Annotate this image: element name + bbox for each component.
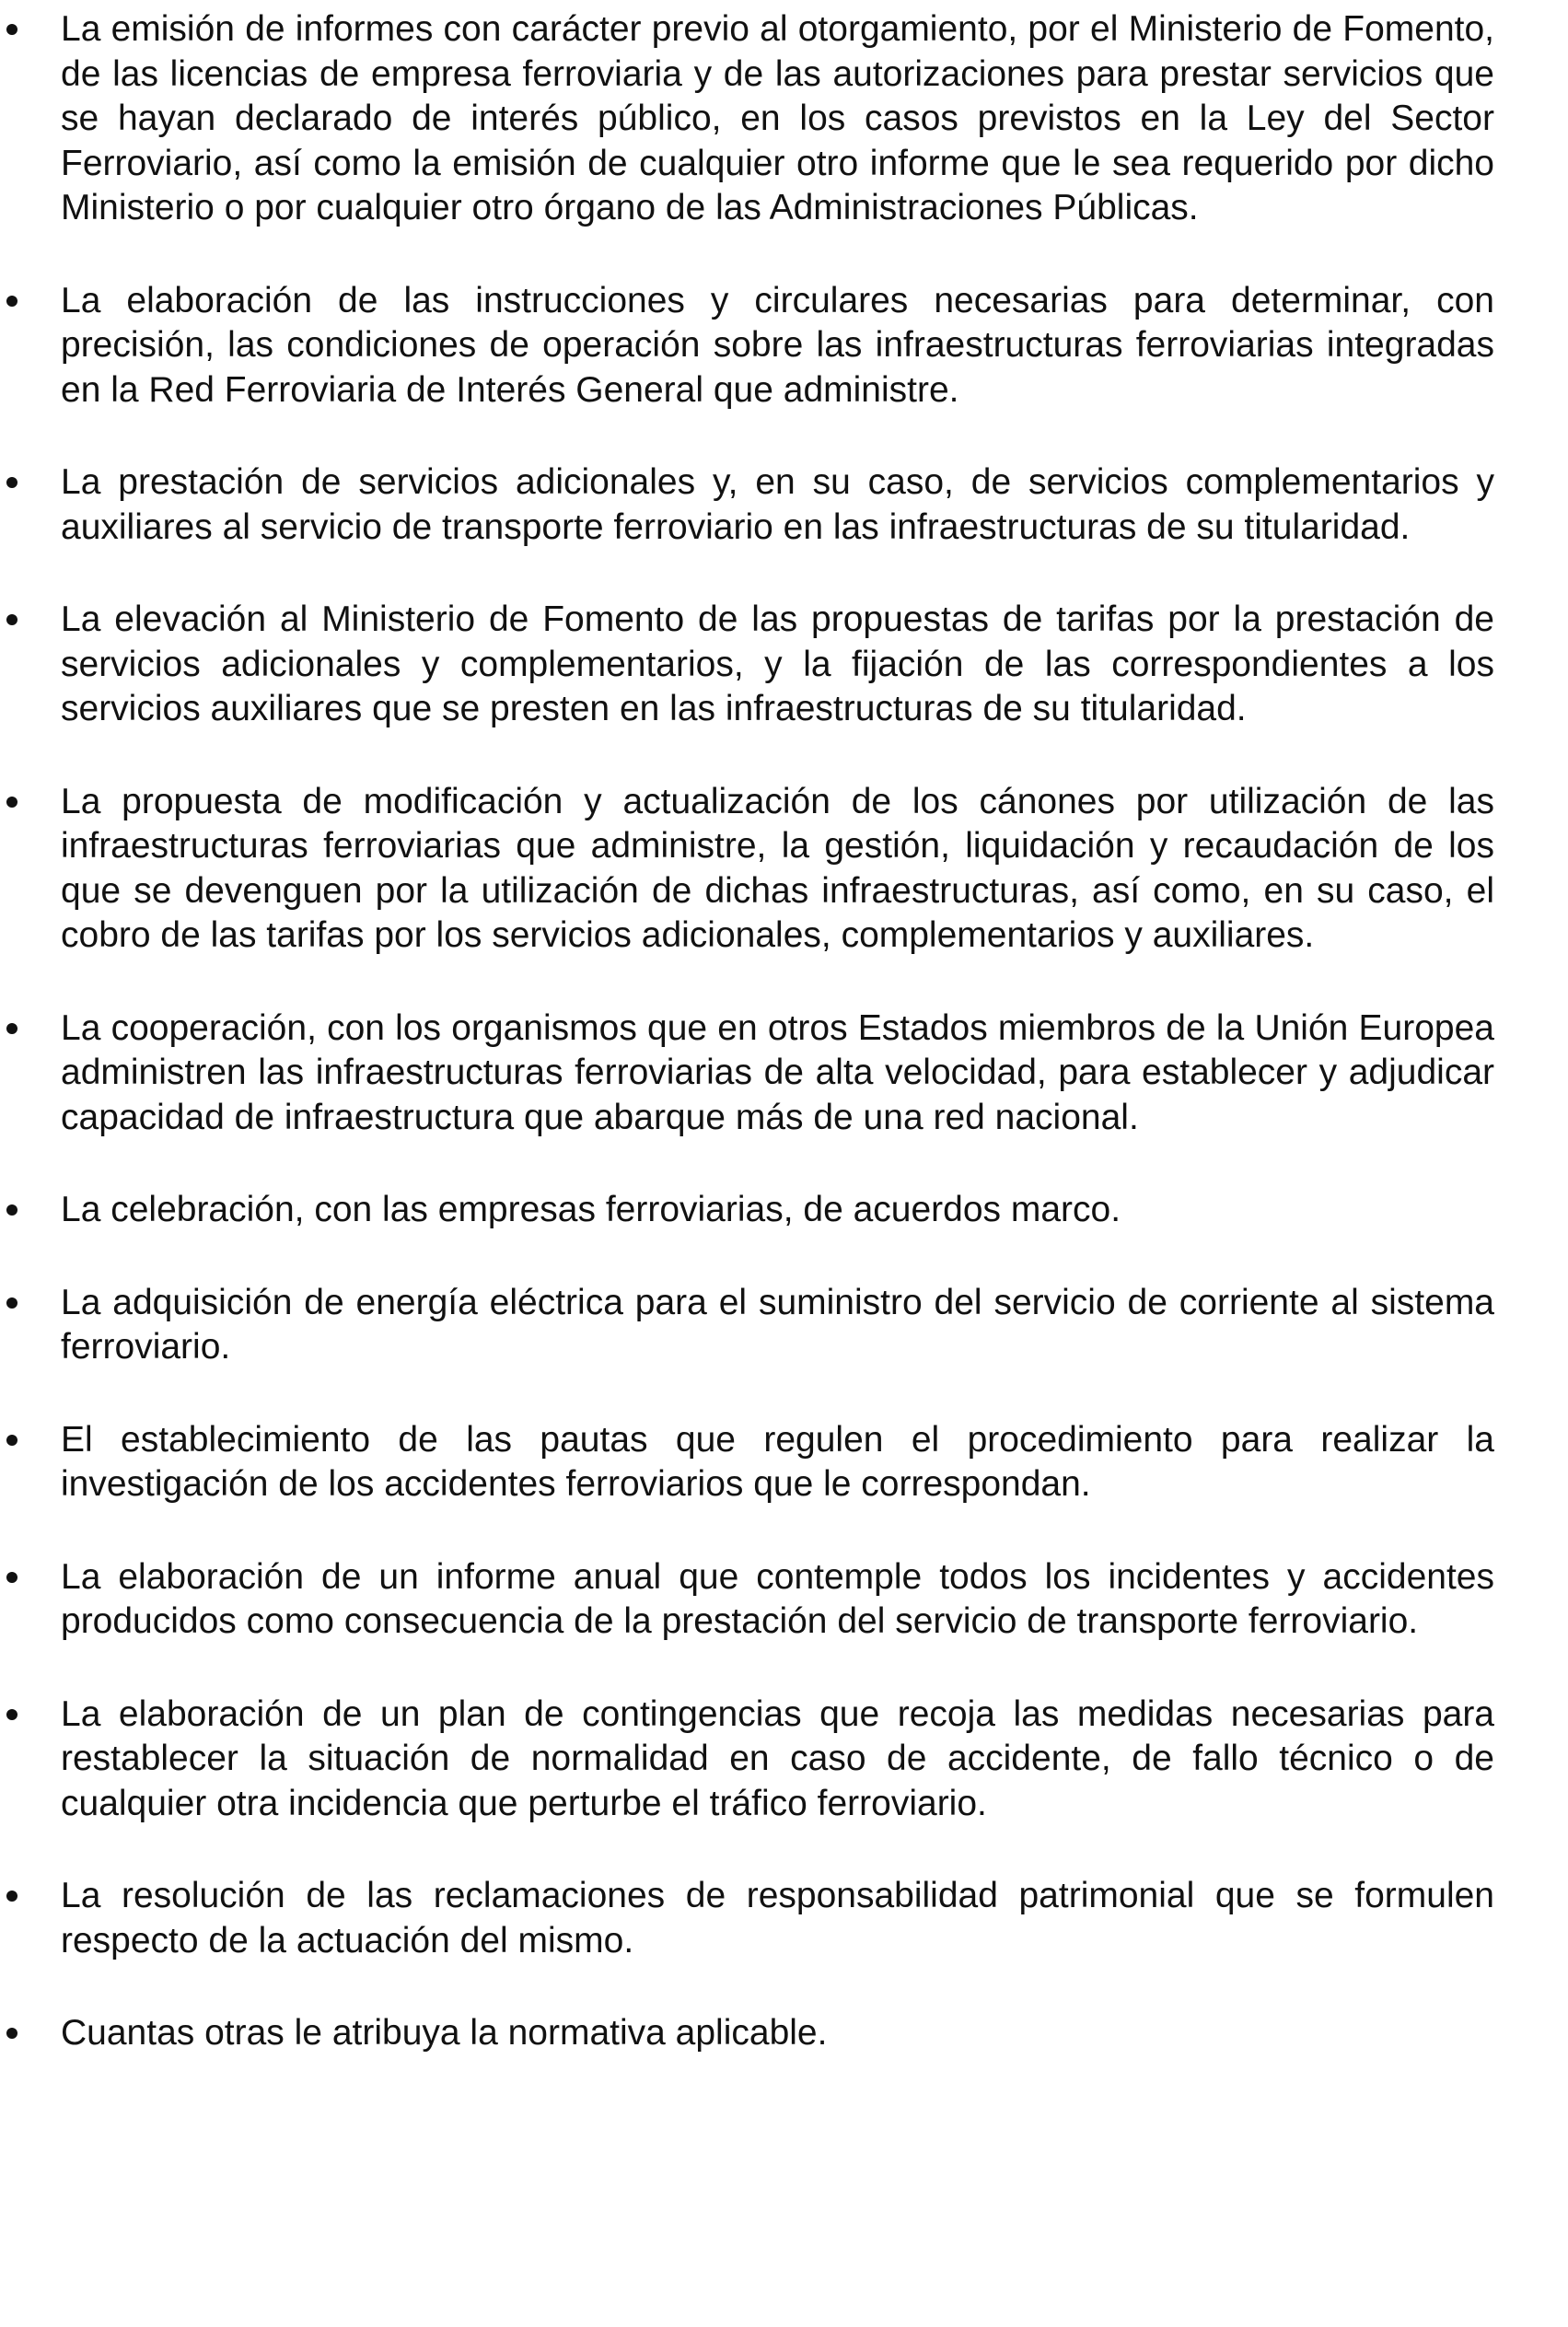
list-item-text: La emisión de informes con carácter previo al otorgamiento, por el Ministerio de Fomento, de las licencias de empresa ferroviaria y de las autorizaciones para prestar servicios que se hayan declarado de interés público, en los casos previstos en la Ley del Sector Ferroviario, así como la emisión de cualquier otro informe que le sea requerido por dicho Ministerio o por cualquier otro órgano de las Administraciones Públicas. [61, 9, 1494, 227]
list-item [0, 1874, 1494, 1963]
bullet-icon [6, 1023, 17, 1034]
list-item [0, 7, 1494, 231]
bullet-icon [6, 1891, 17, 1902]
list-item-text: La adquisición de energía eléctrica para el suministro del servicio de corriente al sistema ferroviario. [61, 1282, 1494, 1367]
bullet-icon [6, 1572, 17, 1583]
list-item-text: El establecimiento de las pautas que regulen el procedimiento para realizar la investigación de los accidentes ferroviarios que le correspondan. [61, 1419, 1494, 1504]
list-item [0, 2011, 1494, 2056]
list-item [0, 1006, 1494, 1141]
list-item-text: Cuantas otras le atribuya la normativa aplicable. [61, 2013, 828, 2053]
bullet-icon [6, 1435, 17, 1446]
bullet-icon [6, 1709, 17, 1720]
list-item-text: La elaboración de un informe anual que contemple todos los incidentes y accidentes producidos como consecuencia de la prestación del servicio de transporte ferroviario. [61, 1556, 1494, 1641]
list-item-text: La prestación de servicios adicionales y, en su caso, de servicios complementarios y auxiliares al servicio de transporte ferroviario en las infraestructuras de su titularidad. [61, 462, 1494, 547]
bullet-icon [6, 24, 17, 35]
list-item-text: La elaboración de un plan de contingencias que recoja las medidas necesarias para restablecer la situación de normalidad en caso de accidente, de fallo técnico o de cualquier otra incidencia que perturbe el tráfico ferroviario. [61, 1693, 1494, 1823]
bullet-icon [6, 797, 17, 808]
list-item [0, 460, 1494, 550]
bullet-icon [6, 477, 17, 488]
list-item [0, 780, 1494, 959]
bullet-icon [6, 1204, 17, 1216]
functions-bullet-list [0, 7, 1494, 2056]
list-item [0, 598, 1494, 732]
list-item [0, 1555, 1494, 1645]
list-item [0, 1188, 1494, 1233]
list-item [0, 1418, 1494, 1507]
list-item [0, 279, 1494, 413]
list-item-text: La resolución de las reclamaciones de responsabilidad patrimonial que se formulen respecto de la actuación del mismo. [61, 1876, 1494, 1960]
bullet-icon [6, 1297, 17, 1309]
list-item-text: La elaboración de las instrucciones y circulares necesarias para determinar, con precisión, las condiciones de operación sobre las infraestructuras ferroviarias integradas en la Red Ferroviaria de Interés General que administre. [61, 280, 1494, 410]
list-item [0, 1281, 1494, 1370]
bullet-icon [6, 614, 17, 625]
list-item [0, 1693, 1494, 1827]
list-item-text: La celebración, con las empresas ferroviarias, de acuerdos marco. [61, 1190, 1121, 1229]
bullet-icon [6, 296, 17, 307]
bullet-icon [6, 2028, 17, 2039]
list-item-text: La propuesta de modificación y actualización de los cánones por utilización de las infraestructuras ferroviarias que administre, la gestión, liquidación y recaudación de los que se devenguen por la utilización de dichas infraestructuras, así como, en su caso, el cobro de las tarifas por los servicios adicionales, complementarios y auxiliares. [61, 781, 1494, 955]
list-item-text: La elevación al Ministerio de Fomento de las propuestas de tarifas por la prestación de servicios adicionales y complementarios, y la fijación de las correspondientes a los servicios auxiliares que se presten en las infraestructuras de su titularidad. [61, 599, 1494, 728]
list-item-text: La cooperación, con los organismos que en otros Estados miembros de la Unión Europea administren las infraestructuras ferroviarias de alta velocidad, para establecer y adjudicar capacidad de infraestructura que abarque más de una red nacional. [61, 1007, 1494, 1137]
